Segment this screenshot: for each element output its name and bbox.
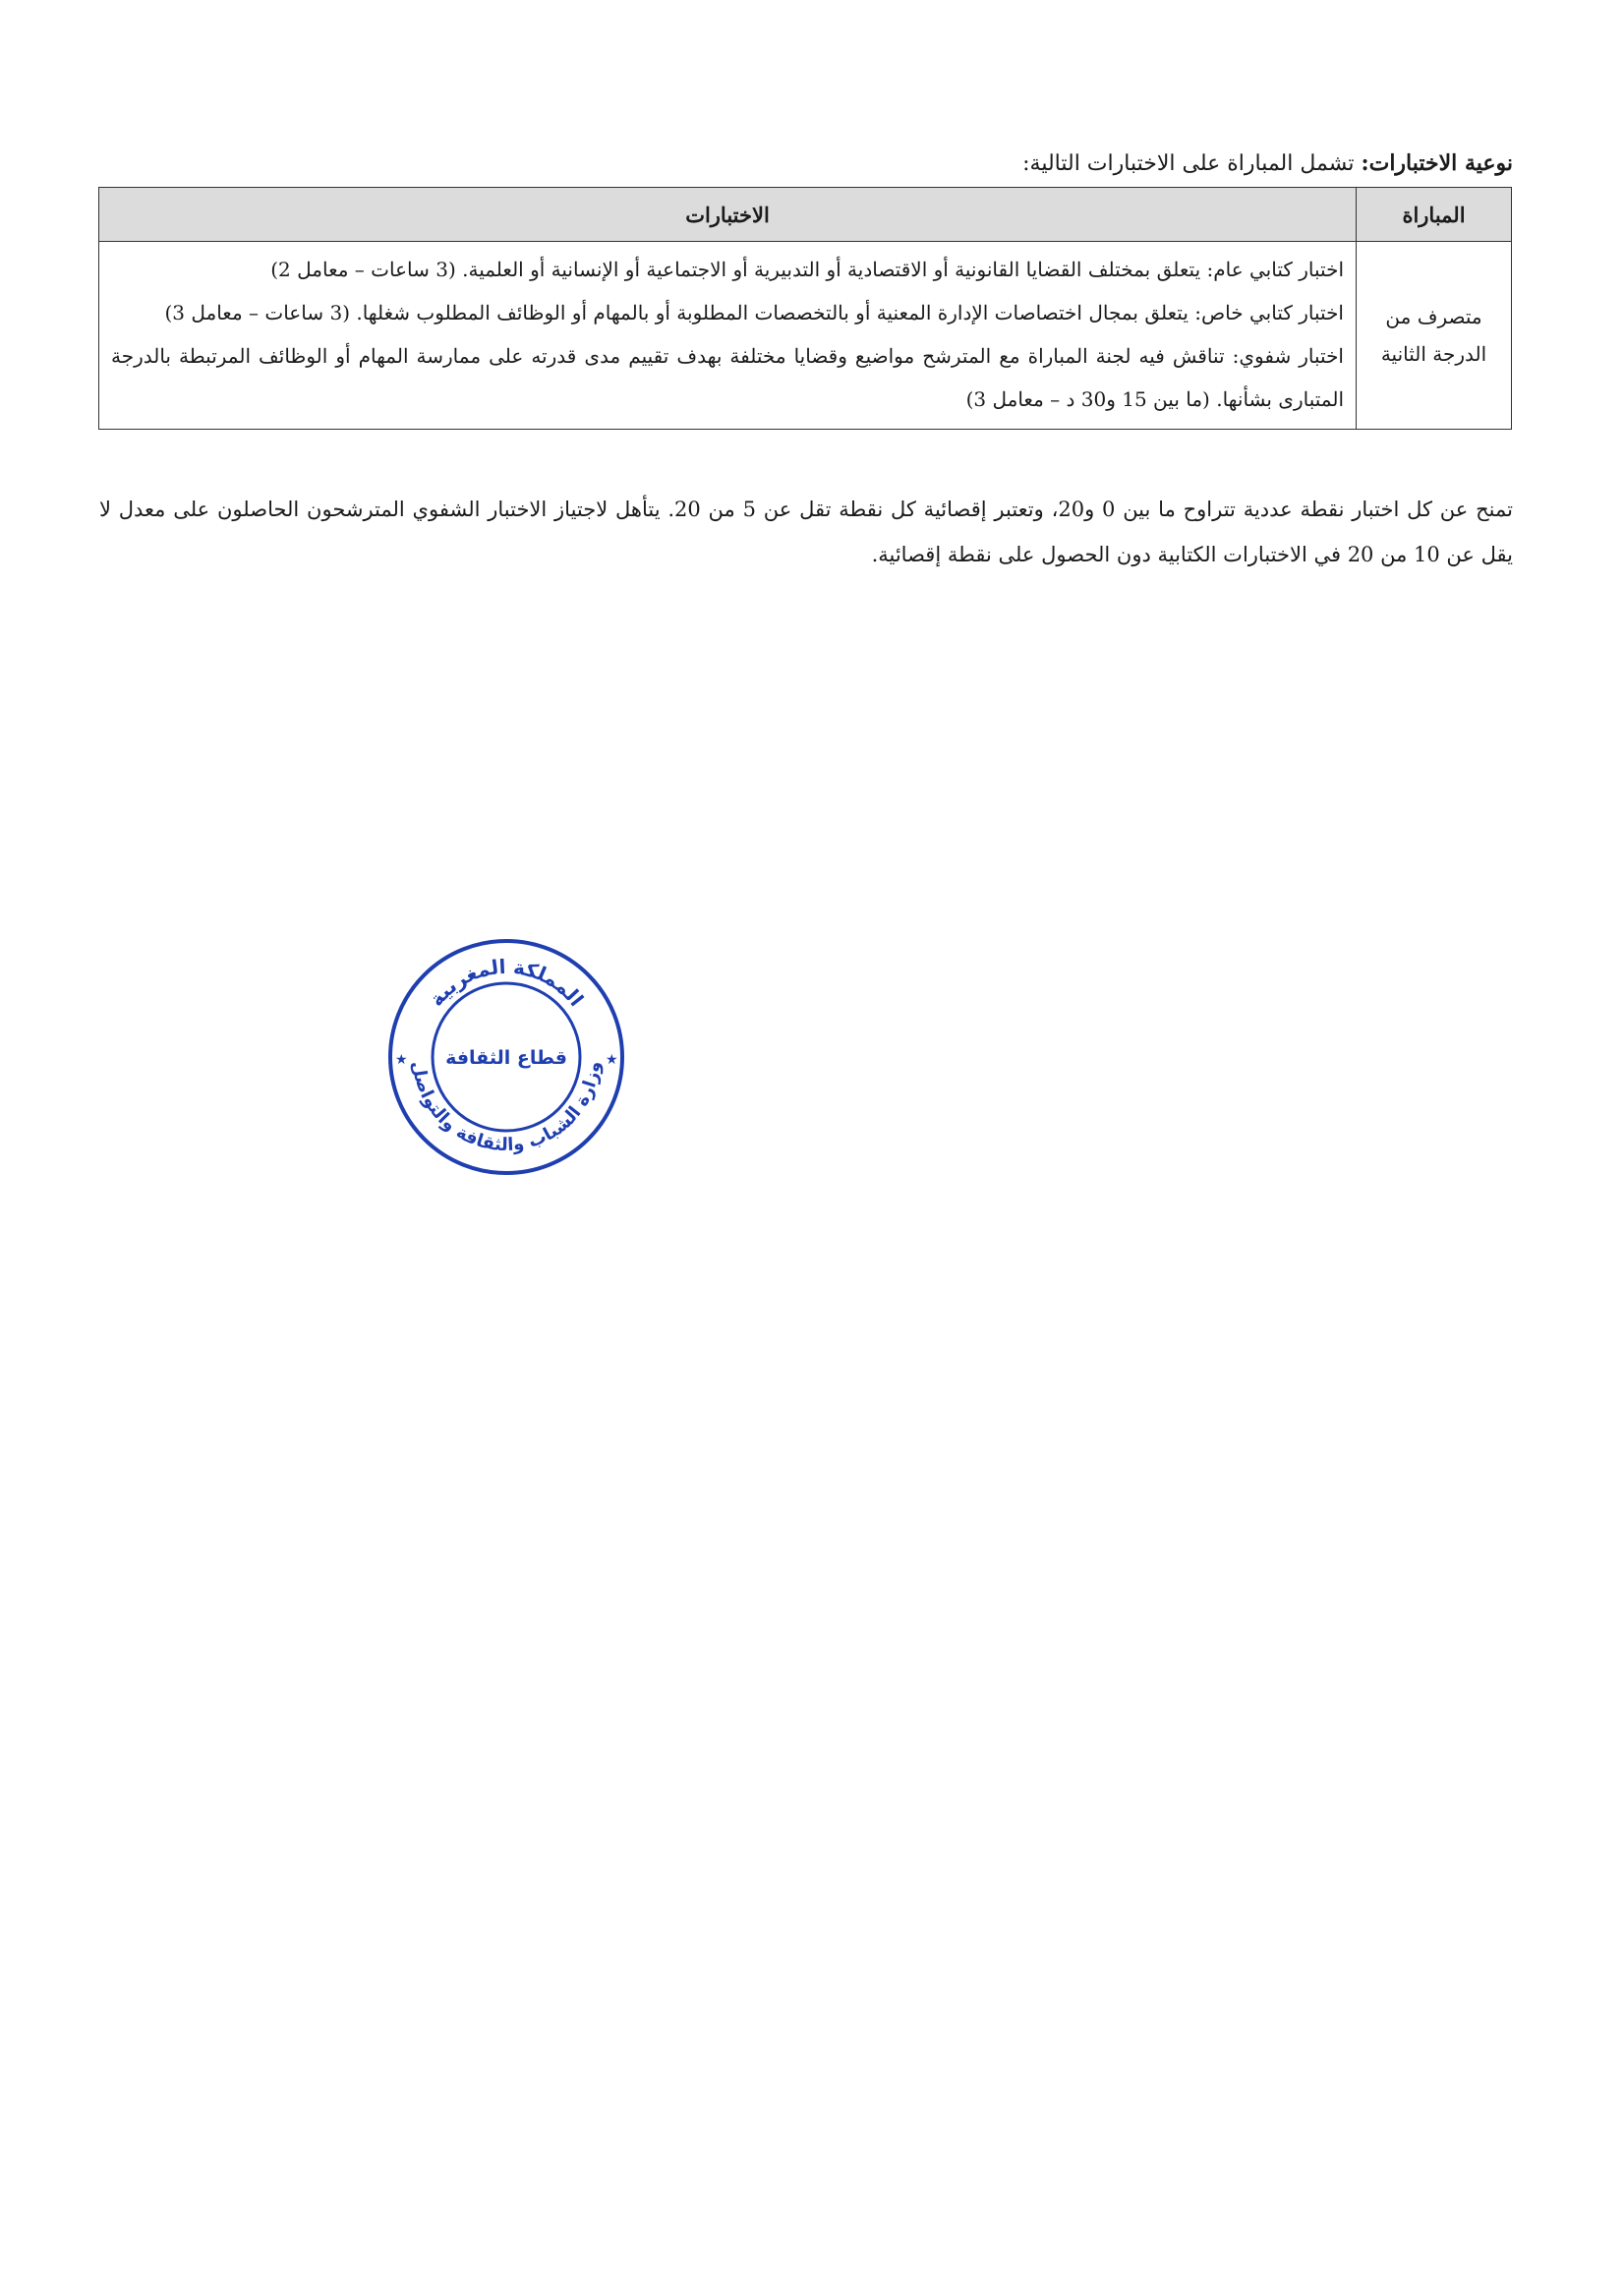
match-name-cell [1357,242,1512,430]
stamp-outer-top-text: المملكة المغربية [424,954,589,1011]
exam-types-label: نوعية الاختبارات: [1361,150,1513,176]
written-general-test: اختبار كتابي عام: يتعلق بمختلف القضايا القانونية أو الاقتصادية أو التدبيرية أو الاجتماعية أو الإنسانية أو العلمية. (3 ساعات – معامل 2) [270,258,1344,281]
table-row [99,242,1512,430]
exams-table [98,187,1512,430]
table-header-row [99,188,1512,242]
match-name-line1: متصرف من [1385,305,1482,328]
exam-types-heading [137,146,1513,182]
oral-test: اختبار شفوي: تناقش فيه لجنة المباراة مع المترشح مواضيع وقضايا مختلفة بهدف تقييم مدى قدرته على ممارسة المهام أو الوظائف المرتبطة بالدرجة المتبارى بشأنها. (ما بين 15 و30 د – معامل 3) [111,344,1344,411]
ministry-stamp [383,934,629,1180]
stamp-outer-bottom-text: وزارة الشباب والثقافة والتواصل [407,1059,605,1156]
header-tests: الاختبارات [99,188,1357,242]
grading-note: تمنح عن كل اختبار نقطة عددية تتراوح ما بين 0 و20، وتعتبر إقصائية كل نقطة تقل عن 5 من 20. يتأهل لاجتياز الاختبار الشفوي المترشحون الحاصلون على معدل لا يقل عن 10 من 20 في الاختبارات الكتابية دون الحصول على نقطة إقصائية. [99,498,1513,566]
stamp-star-icon: ★ [606,1052,618,1068]
written-specific-test: اختبار كتابي خاص: يتعلق بمجال اختصاصات الإدارة المعنية أو بالتخصصات المطلوبة أو بالمهام أو الوظائف المطلوب شغلها. (3 ساعات – معامل 3) [164,301,1344,324]
tests-cell [99,242,1357,430]
match-name-line2: الدرجة الثانية [1380,342,1487,366]
svg-text:وزارة الشباب والثقافة والتواصل [408,1060,605,1155]
header-match: المباراة [1357,188,1512,242]
stamp-center-text: قطاع الثقافة [445,1047,567,1069]
stamp-star-icon: ★ [395,1052,408,1068]
exam-types-intro-text: تشمل المباراة على الاختبارات التالية: [1022,151,1362,176]
